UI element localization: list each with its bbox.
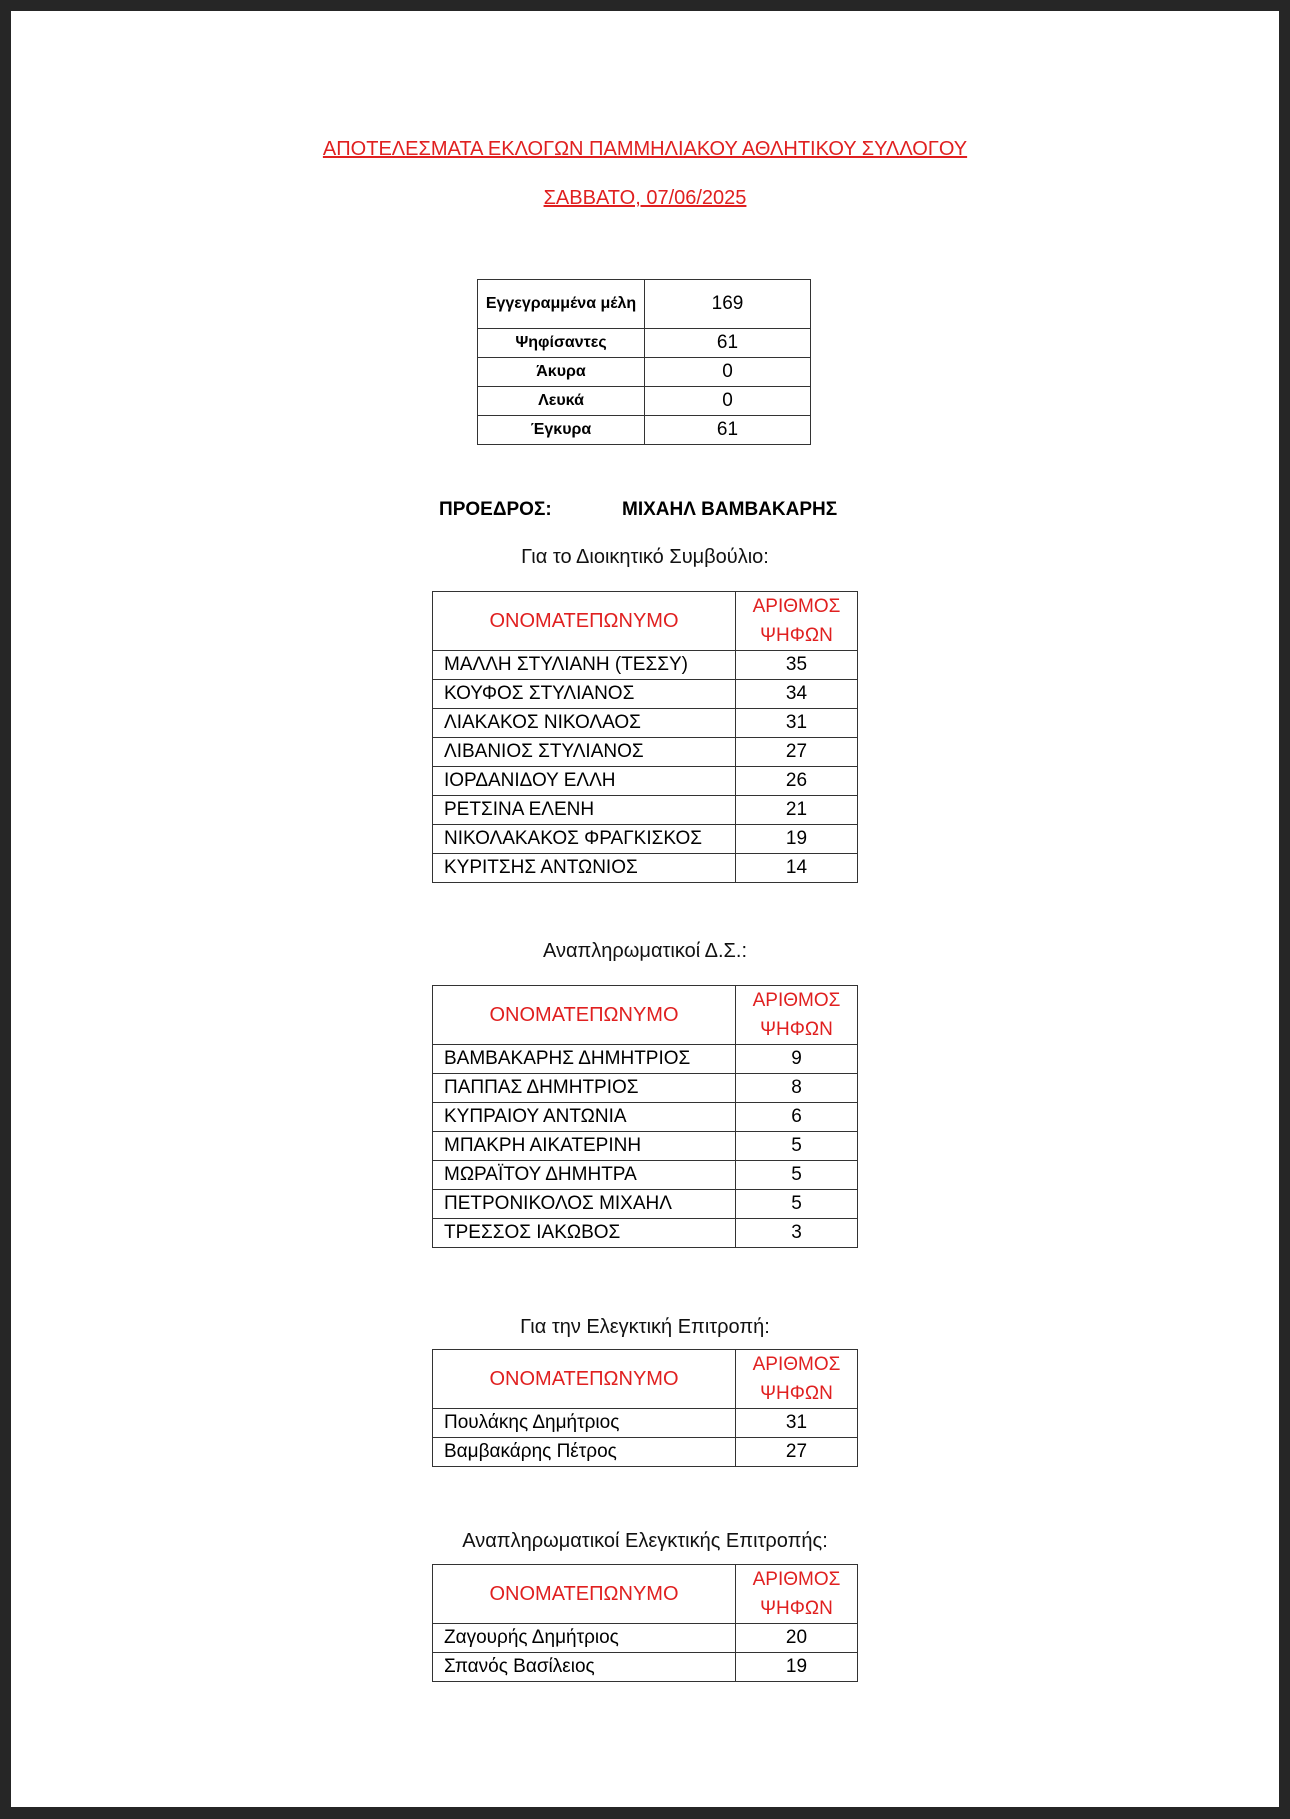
candidate-name: ΚΟΥΦΟΣ ΣΤΥΛΙΑΝΟΣ <box>433 680 736 709</box>
table-row <box>433 1103 858 1132</box>
document-page <box>11 11 1279 1807</box>
candidate-votes: 5 <box>736 1190 858 1219</box>
stat-row <box>478 280 811 329</box>
candidate-name: ΤΡΕΣΣΟΣ ΙΑΚΩΒΟΣ <box>433 1219 736 1248</box>
candidate-name: ΝΙΚΟΛΑΚΑΚΟΣ ΦΡΑΓΚΙΣΚΟΣ <box>433 825 736 854</box>
turnout-table <box>477 279 811 445</box>
table-row <box>433 1132 858 1161</box>
votes-header-line1: ΑΡΙΘΜΟΣ <box>752 596 841 617</box>
table-row <box>433 1219 858 1248</box>
column-header-name: ΟΝΟΜΑΤΕΠΩΝΥΜΟ <box>433 986 736 1045</box>
board-results-table <box>432 591 858 883</box>
candidate-name: ΡΕΤΣΙΝΑ ΕΛΕΝΗ <box>433 796 736 825</box>
candidate-votes: 5 <box>736 1161 858 1190</box>
table-row <box>433 1438 858 1467</box>
column-header-name: ΟΝΟΜΑΤΕΠΩΝΥΜΟ <box>433 1565 736 1624</box>
table-header-row <box>433 1565 858 1624</box>
stat-row <box>478 358 811 387</box>
candidate-name: ΛΙΒΑΝΙΟΣ ΣΤΥΛΙΑΝΟΣ <box>433 738 736 767</box>
votes-header-line1: ΑΡΙΘΜΟΣ <box>752 990 841 1011</box>
candidate-name: Πουλάκης Δημήτριος <box>433 1409 736 1438</box>
stat-value: 61 <box>645 416 811 445</box>
candidate-name: ΒΑΜΒΑΚΑΡΗΣ ΔΗΜΗΤΡΙΟΣ <box>433 1045 736 1074</box>
table-header-row <box>433 1350 858 1409</box>
column-header-votes <box>736 592 858 651</box>
stat-value: 0 <box>645 387 811 416</box>
candidate-name: ΠΕΤΡΟΝΙΚΟΛΟΣ ΜΙΧΑΗΛ <box>433 1190 736 1219</box>
candidate-name: Ζαγουρής Δημήτριος <box>433 1624 736 1653</box>
votes-header-line1: ΑΡΙΘΜΟΣ <box>752 1354 841 1375</box>
candidate-name: ΙΟΡΔΑΝΙΔΟΥ ΕΛΛΗ <box>433 767 736 796</box>
section-heading-board: Για το Διοικητικό Συμβούλιο: <box>521 546 769 568</box>
candidate-votes: 6 <box>736 1103 858 1132</box>
audit-results-table <box>432 1349 858 1467</box>
section-heading-board-substitutes: Αναπληρωματικοί Δ.Σ.: <box>542 940 748 962</box>
table-row <box>433 767 858 796</box>
candidate-votes: 14 <box>736 854 858 883</box>
stat-value: 0 <box>645 358 811 387</box>
table-row <box>433 1074 858 1103</box>
votes-header-line2: ΨΗΦΩΝ <box>760 1598 833 1619</box>
stat-label: Ψηφίσαντες <box>478 329 645 358</box>
candidate-name: Σπανός Βασίλειος <box>433 1653 736 1682</box>
column-header-votes <box>736 986 858 1045</box>
candidate-votes: 19 <box>736 825 858 854</box>
stat-label: Εγγεγραμμένα μέλη <box>478 280 645 329</box>
column-header-votes <box>736 1350 858 1409</box>
table-row <box>433 651 858 680</box>
table-header-row <box>433 592 858 651</box>
candidate-name: ΛΙΑΚΑΚΟΣ ΝΙΚΟΛΑΟΣ <box>433 709 736 738</box>
candidate-votes: 31 <box>736 709 858 738</box>
table-row <box>433 854 858 883</box>
candidate-votes: 27 <box>736 738 858 767</box>
candidate-name: ΚΥΠΡΑΙΟΥ ΑΝΤΩΝΙΑ <box>433 1103 736 1132</box>
table-row <box>433 796 858 825</box>
candidate-votes: 34 <box>736 680 858 709</box>
stat-value: 169 <box>645 280 811 329</box>
stat-row <box>478 416 811 445</box>
column-header-votes <box>736 1565 858 1624</box>
votes-header-line2: ΨΗΦΩΝ <box>760 1383 833 1404</box>
table-row <box>433 1190 858 1219</box>
column-header-name: ΟΝΟΜΑΤΕΠΩΝΥΜΟ <box>433 1350 736 1409</box>
president-name: ΜΙΧΑΗΛ ΒΑΜΒΑΚΑΡΗΣ <box>622 499 838 520</box>
candidate-votes: 27 <box>736 1438 858 1467</box>
stat-value: 61 <box>645 329 811 358</box>
candidate-votes: 3 <box>736 1219 858 1248</box>
candidate-name: Βαμβακάρης Πέτρος <box>433 1438 736 1467</box>
candidate-name: ΚΥΡΙΤΣΗΣ ΑΝΤΩΝΙΟΣ <box>433 854 736 883</box>
section-heading-audit: Για την Ελεγκτική Επιτροπή: <box>520 1316 770 1338</box>
votes-header-line2: ΨΗΦΩΝ <box>760 625 833 646</box>
table-row <box>433 1653 858 1682</box>
table-row <box>433 825 858 854</box>
stat-label: Άκυρα <box>478 358 645 387</box>
candidate-votes: 31 <box>736 1409 858 1438</box>
candidate-name: ΠΑΠΠΑΣ ΔΗΜΗΤΡΙΟΣ <box>433 1074 736 1103</box>
table-row <box>433 680 858 709</box>
section-heading-audit-substitutes: Αναπληρωματικοί Ελεγκτικής Επιτροπής: <box>462 1530 828 1552</box>
stat-row <box>478 387 811 416</box>
table-row <box>433 738 858 767</box>
document-title: ΑΠΟΤΕΛΕΣΜΑΤΑ ΕΚΛΟΓΩΝ ΠΑΜΜΗΛΙΑΚΟΥ ΑΘΛΗΤΙΚΟΥ ΣΥΛΛΟΓΟΥ <box>322 138 968 160</box>
candidate-votes: 35 <box>736 651 858 680</box>
table-row <box>433 1624 858 1653</box>
table-header-row <box>433 986 858 1045</box>
stat-row <box>478 329 811 358</box>
president-label: ΠΡΟΕΔΡΟΣ: <box>439 499 552 520</box>
audit-substitutes-table <box>432 1564 858 1682</box>
stat-label: Λευκά <box>478 387 645 416</box>
board-substitutes-table <box>432 985 858 1248</box>
table-row <box>433 1161 858 1190</box>
candidate-name: ΜΠΑΚΡΗ ΑΙΚΑΤΕΡΙΝΗ <box>433 1132 736 1161</box>
candidate-votes: 19 <box>736 1653 858 1682</box>
document-date: ΣΑΒΒΑΤΟ, 07/06/2025 <box>543 187 747 209</box>
candidate-votes: 20 <box>736 1624 858 1653</box>
candidate-name: ΜΩΡΑΪΤΟΥ ΔΗΜΗΤΡΑ <box>433 1161 736 1190</box>
votes-header-line1: ΑΡΙΘΜΟΣ <box>752 1569 841 1590</box>
table-row <box>433 709 858 738</box>
candidate-votes: 26 <box>736 767 858 796</box>
table-row <box>433 1045 858 1074</box>
stat-label: Έγκυρα <box>478 416 645 445</box>
candidate-votes: 21 <box>736 796 858 825</box>
candidate-votes: 9 <box>736 1045 858 1074</box>
column-header-name: ΟΝΟΜΑΤΕΠΩΝΥΜΟ <box>433 592 736 651</box>
candidate-votes: 8 <box>736 1074 858 1103</box>
candidate-name: ΜΑΛΛΗ ΣΤΥΛΙΑΝΗ (ΤΕΣΣΥ) <box>433 651 736 680</box>
votes-header-line2: ΨΗΦΩΝ <box>760 1019 833 1040</box>
candidate-votes: 5 <box>736 1132 858 1161</box>
table-row <box>433 1409 858 1438</box>
